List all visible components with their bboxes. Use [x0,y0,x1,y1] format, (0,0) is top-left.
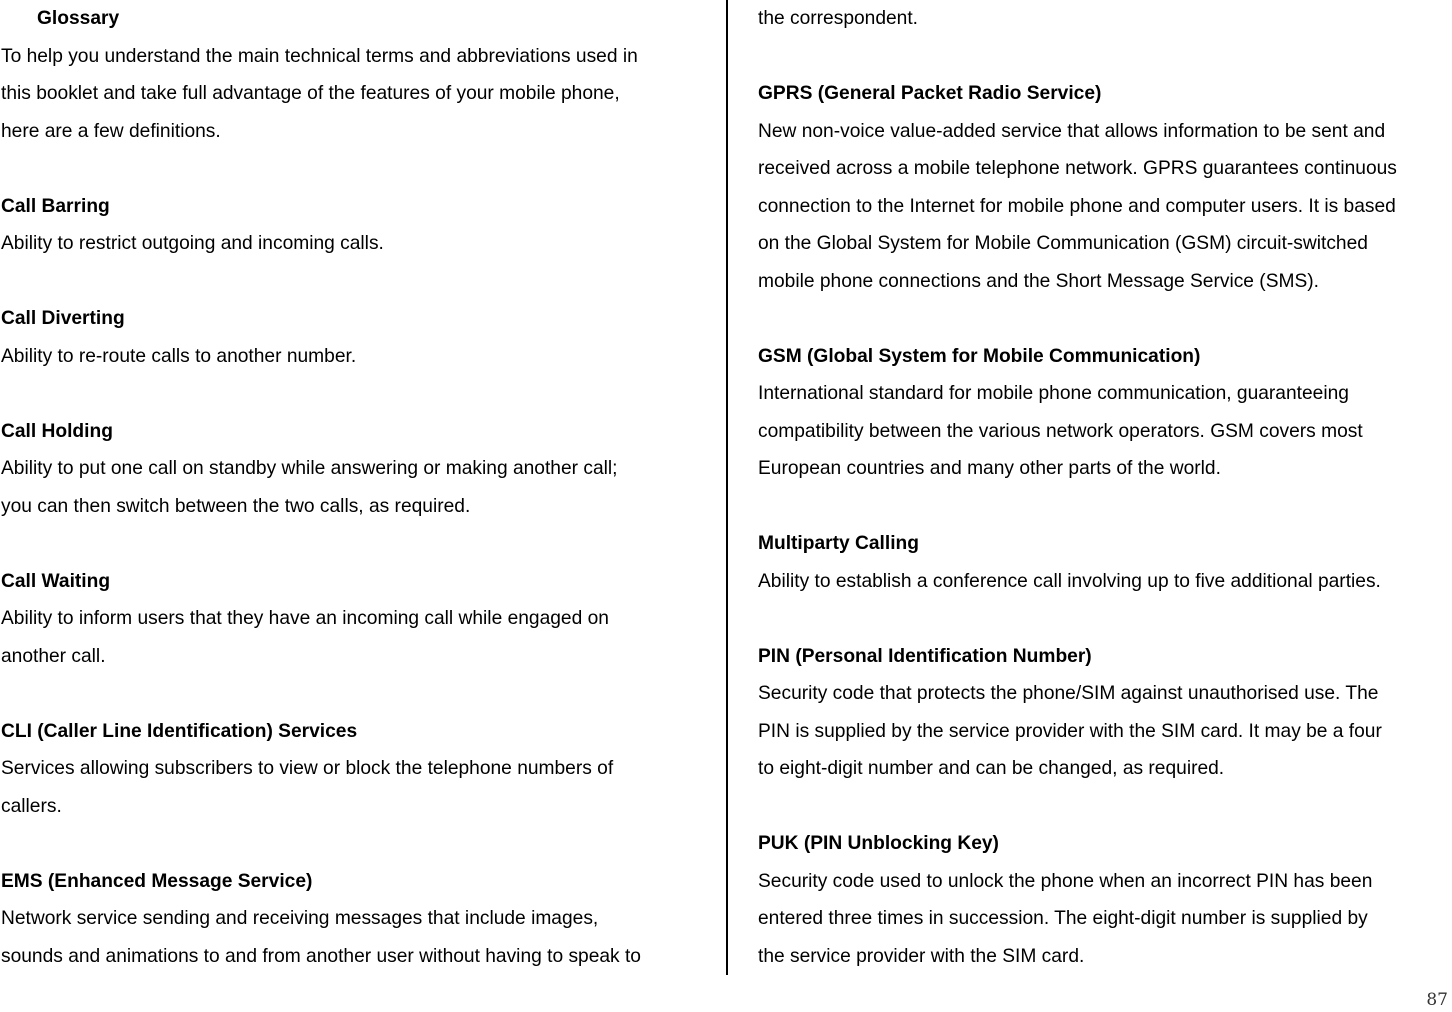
intro-line: this booklet and take full advantage of the features of your mobile phone, [1,83,620,104]
glossary-definition-line: to eight-digit number and can be changed, as required. [758,758,1225,779]
left-column [1,0,706,975]
glossary-term: GSM (Global System for Mobile Communication) [758,345,1201,367]
glossary-term: PIN (Personal Identification Number) [758,645,1092,667]
glossary-definition-line: mobile phone connections and the Short Message Service (SMS). [758,270,1320,292]
glossary-definition-line: entered three times in succession. The eight-digit number is supplied by [758,908,1368,929]
glossary-definition-line: European countries and many other parts of the world. [758,458,1221,479]
intro-paragraph [1,38,706,151]
page-number: 87 [1426,990,1448,1010]
glossary-entry-ems [1,863,706,976]
glossary-definition-line: you can then switch between the two calls, as required. [1,495,471,517]
glossary-term: Call Holding [1,420,113,442]
column-divider [726,0,728,975]
glossary-definition-line: callers. [1,795,62,817]
glossary-definition-line: the service provider with the SIM card. [758,945,1085,967]
glossary-entry-cli [1,713,706,826]
glossary-definition-line: connection to the Internet for mobile phone and computer users. It is based [758,195,1396,217]
glossary-definition-line: New non-voice value-added service that allows information to be sent and [758,120,1386,142]
glossary-definition-line: International standard for mobile phone communication, guaranteeing [758,383,1349,404]
glossary-term: EMS (Enhanced Message Service) [1,870,313,892]
intro-line: To help you understand the main technical terms and abbreviations used in [1,45,638,67]
glossary-entry-gsm [758,338,1452,488]
glossary-term: PUK (PIN Unblocking Key) [758,833,999,854]
glossary-entry-multiparty-calling [758,525,1452,600]
glossary-term: GPRS (General Packet Radio Service) [758,83,1102,104]
glossary-definition-line: Ability to inform users that they have an incoming call while engaged on [1,608,609,629]
continuation-line: the correspondent. [758,8,919,29]
glossary-term: Call Waiting [1,570,111,592]
glossary-definition-line: received across a mobile telephone network. GPRS guarantees continuous [758,158,1397,179]
glossary-definition-line: compatibility between the various network operators. GSM covers most [758,420,1363,442]
glossary-definition-line: Security code that protects the phone/SIM against unauthorised use. The [758,683,1379,704]
glossary-entry-call-holding [1,413,706,526]
page-title: Glossary [37,8,120,29]
glossary-definition-line: Network service sending and receiving messages that include images, [1,908,599,929]
glossary-term: Call Barring [1,195,110,217]
glossary-term: Multiparty Calling [758,533,919,554]
glossary-definition-line: on the Global System for Mobile Communication (GSM) circuit-switched [758,233,1368,254]
glossary-definition-line: Ability to put one call on standby while answering or making another call; [1,458,618,479]
glossary-definition-line: Ability to restrict outgoing and incoming calls. [1,233,384,254]
glossary-term: Call Diverting [1,308,125,329]
glossary-entry-pin [758,638,1452,788]
glossary-entry-call-waiting [1,563,706,676]
glossary-entry-puk [758,825,1452,975]
glossary-entry-gprs [758,75,1452,300]
glossary-definition-line: Ability to establish a conference call involving up to five additional parties. [758,570,1381,592]
glossary-definition-line: Ability to re-route calls to another number. [1,345,357,367]
glossary-definition-line: another call. [1,645,106,667]
glossary-definition-line: Security code used to unlock the phone when an incorrect PIN has been [758,870,1373,892]
glossary-definition-line: sounds and animations to and from another user without having to speak to [1,945,641,967]
glossary-definition-line: PIN is supplied by the service provider with the SIM card. It may be a four [758,720,1382,742]
glossary-entry-call-diverting [1,300,706,375]
glossary-entry-call-barring [1,188,706,263]
glossary-definition-line: Services allowing subscribers to view or block the telephone numbers of [1,758,614,779]
glossary-term: CLI (Caller Line Identification) Services [1,720,358,742]
right-column [758,0,1452,975]
intro-line: here are a few definitions. [1,120,221,142]
